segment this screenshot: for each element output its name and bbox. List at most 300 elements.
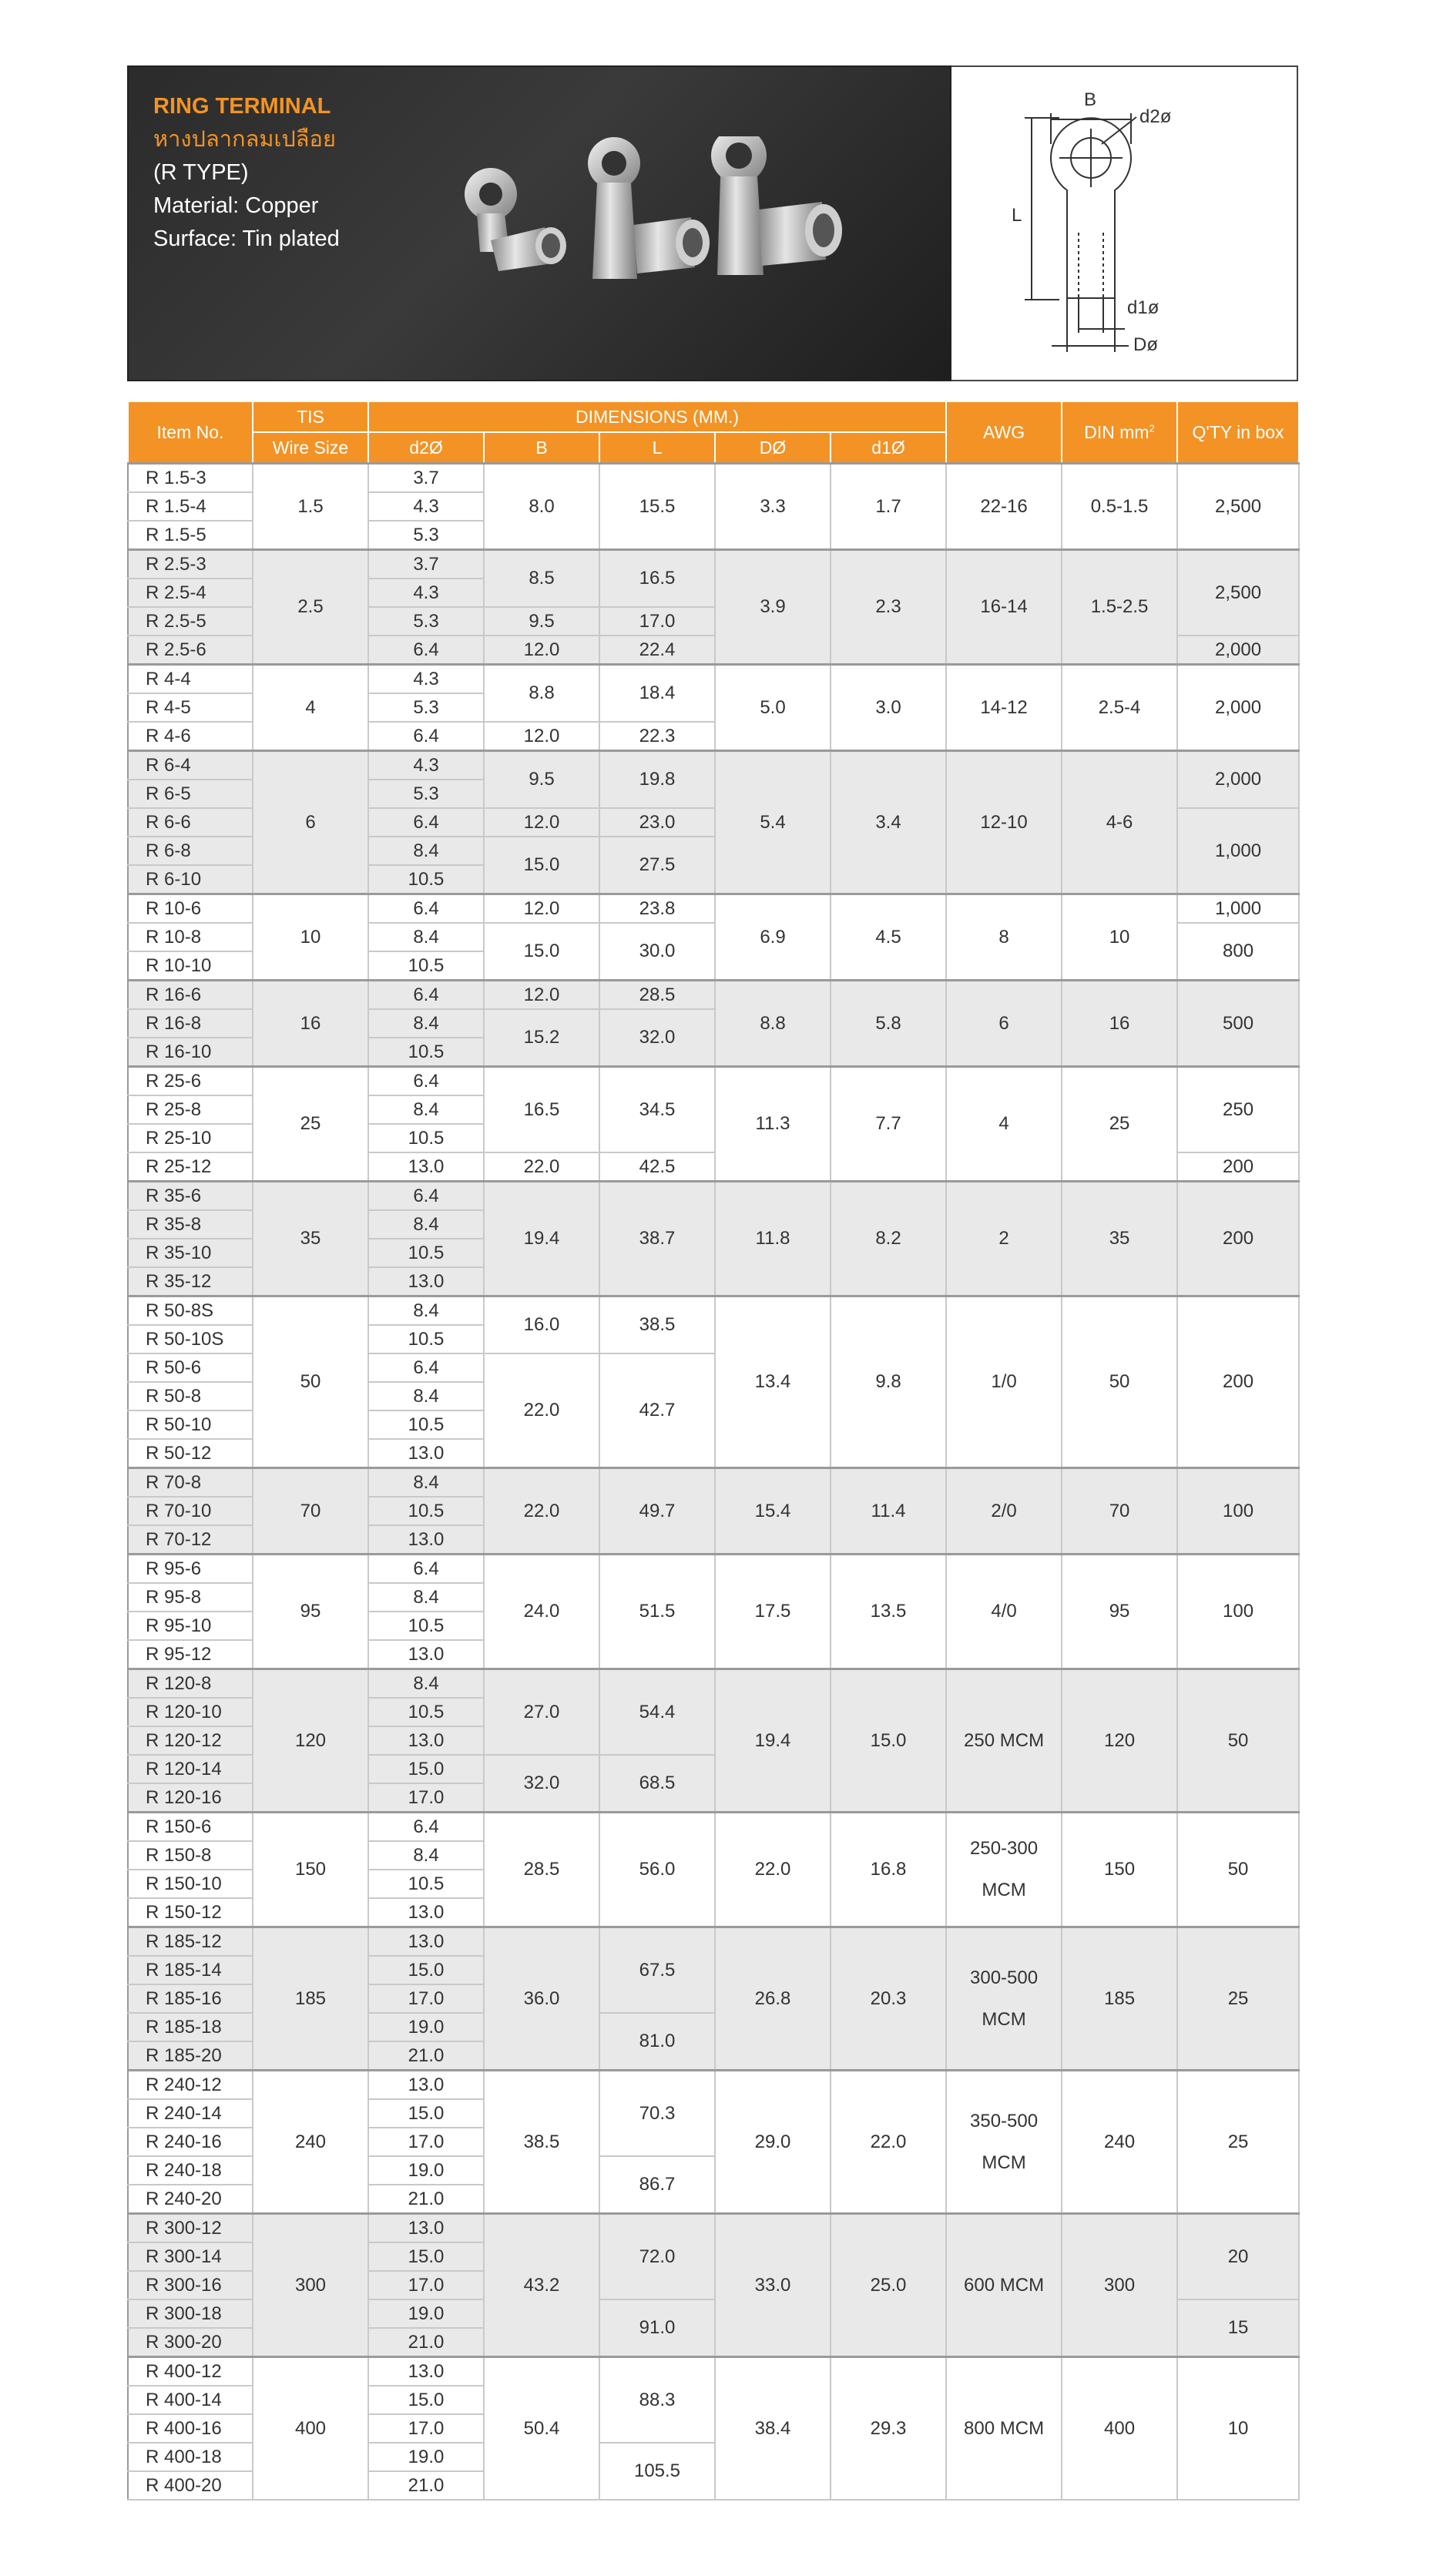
d2-cell: 13.0: [368, 1439, 484, 1468]
d1-cell: 4.5: [831, 894, 946, 981]
item-no-cell: R 400-14: [128, 2386, 253, 2414]
d2-cell: 13.0: [368, 1927, 484, 1957]
label-d2: d2ø: [1139, 106, 1172, 127]
item-no-cell: R 16-8: [128, 1009, 253, 1038]
d2-cell: 10.5: [368, 865, 484, 894]
din-cell: 400: [1062, 2357, 1177, 2501]
d2-cell: 8.4: [368, 1095, 484, 1124]
d2-cell: 17.0: [368, 2271, 484, 2299]
wire-size-cell: 35: [253, 1182, 368, 1296]
dd-cell: 3.3: [715, 464, 831, 550]
l-cell: 51.5: [599, 1555, 715, 1669]
b-cell: 8.5: [484, 550, 599, 608]
qty-cell: 2,000: [1177, 636, 1299, 665]
d2-cell: 10.5: [368, 1612, 484, 1640]
b-cell: 15.0: [484, 837, 599, 894]
b-cell: 15.2: [484, 1009, 599, 1067]
col-wire-size: Wire Size: [253, 432, 368, 464]
table-row: [128, 2214, 1299, 2243]
qty-cell: 2,500: [1177, 464, 1299, 550]
l-cell: 34.5: [599, 1067, 715, 1153]
d2-cell: 5.3: [368, 607, 484, 636]
l-cell: 19.8: [599, 751, 715, 809]
l-cell: 68.5: [599, 1755, 715, 1813]
wire-size-cell: 6: [253, 751, 368, 894]
qty-cell: 2,000: [1177, 751, 1299, 809]
l-cell: 49.7: [599, 1468, 715, 1555]
item-no-cell: R 300-18: [128, 2299, 253, 2328]
b-cell: 12.0: [484, 808, 599, 837]
dd-cell: 8.8: [715, 981, 831, 1067]
d2-cell: 5.3: [368, 780, 484, 808]
wire-size-cell: 10: [253, 894, 368, 981]
item-no-cell: R 150-6: [128, 1813, 253, 1842]
l-cell: 105.5: [599, 2443, 715, 2500]
dd-cell: 11.8: [715, 1182, 831, 1296]
d2-cell: 6.4: [368, 722, 484, 751]
col-l: L: [599, 432, 715, 464]
d1-cell: 2.3: [831, 550, 946, 665]
b-cell: 8.8: [484, 665, 599, 723]
qty-cell: 500: [1177, 981, 1299, 1067]
item-no-cell: R 6-4: [128, 751, 253, 780]
item-no-cell: R 2.5-6: [128, 636, 253, 665]
qty-cell: 20: [1177, 2214, 1299, 2300]
qty-cell: 2,000: [1177, 665, 1299, 751]
item-no-cell: R 240-16: [128, 2128, 253, 2156]
item-no-cell: R 70-10: [128, 1497, 253, 1525]
item-no-cell: R 25-6: [128, 1067, 253, 1096]
item-no-cell: R 185-18: [128, 2013, 253, 2041]
d2-cell: 8.4: [368, 1841, 484, 1870]
d2-cell: 6.4: [368, 1555, 484, 1584]
product-banner: [127, 65, 951, 381]
item-no-cell: R 95-10: [128, 1612, 253, 1640]
qty-cell: 200: [1177, 1182, 1299, 1296]
awg-cell: 2: [946, 1182, 1062, 1296]
col-din: [1062, 401, 1177, 464]
b-cell: 24.0: [484, 1555, 599, 1669]
d2-cell: 6.4: [368, 636, 484, 665]
din-cell: 120: [1062, 1669, 1177, 1813]
item-no-cell: R 300-14: [128, 2242, 253, 2271]
d2-cell: 10.5: [368, 1239, 484, 1267]
wire-size-cell: 4: [253, 665, 368, 751]
item-no-cell: R 120-14: [128, 1755, 253, 1783]
d2-cell: 13.0: [368, 2071, 484, 2100]
din-cell: 50: [1062, 1296, 1177, 1468]
b-cell: 16.0: [484, 1296, 599, 1354]
l-cell: 23.8: [599, 894, 715, 924]
d2-cell: 3.7: [368, 550, 484, 579]
qty-cell: 100: [1177, 1555, 1299, 1669]
b-cell: 43.2: [484, 2214, 599, 2357]
item-no-cell: R 1.5-3: [128, 464, 253, 493]
d2-cell: 10.5: [368, 1410, 484, 1439]
item-no-cell: R 185-14: [128, 1956, 253, 1984]
item-no-cell: R 6-10: [128, 865, 253, 894]
b-cell: 8.0: [484, 464, 599, 550]
b-cell: 9.5: [484, 607, 599, 636]
qty-cell: 25: [1177, 1927, 1299, 2071]
wire-size-cell: 25: [253, 1067, 368, 1182]
dd-cell: 33.0: [715, 2214, 831, 2357]
awg-cell: 600 MCM: [946, 2214, 1062, 2357]
d2-cell: 4.3: [368, 751, 484, 780]
d1-cell: 3.0: [831, 665, 946, 751]
item-no-cell: R 10-8: [128, 923, 253, 951]
qty-cell: 15: [1177, 2299, 1299, 2357]
dd-cell: 3.9: [715, 550, 831, 665]
din-cell: 25: [1062, 1067, 1177, 1182]
b-cell: 22.0: [484, 1152, 599, 1182]
label-l: L: [1012, 205, 1022, 226]
d1-cell: 20.3: [831, 1927, 946, 2071]
col-item-no: Item No.: [128, 401, 253, 464]
item-no-cell: R 300-12: [128, 2214, 253, 2243]
product-thai-name: หางปลากลมเปลือย: [153, 127, 336, 152]
d2-cell: 8.4: [368, 1210, 484, 1239]
qty-cell: 25: [1177, 2071, 1299, 2214]
din-cell: 150: [1062, 1813, 1177, 1927]
dd-cell: 26.8: [715, 1927, 831, 2071]
d1-cell: 25.0: [831, 2214, 946, 2357]
item-no-cell: R 1.5-4: [128, 492, 253, 521]
item-no-cell: R 25-8: [128, 1095, 253, 1124]
table-row: [128, 1669, 1299, 1699]
item-no-cell: R 300-20: [128, 2328, 253, 2357]
item-no-cell: R 70-12: [128, 1525, 253, 1555]
l-cell: 91.0: [599, 2299, 715, 2357]
b-cell: 19.4: [484, 1182, 599, 1296]
d2-cell: 21.0: [368, 2328, 484, 2357]
din-cell: 10: [1062, 894, 1177, 981]
d2-cell: 8.4: [368, 1382, 484, 1410]
din-cell: 1.5-2.5: [1062, 550, 1177, 665]
col-b: B: [484, 432, 599, 464]
d2-cell: 4.3: [368, 665, 484, 694]
d2-cell: 21.0: [368, 2471, 484, 2500]
l-cell: 42.5: [599, 1152, 715, 1182]
b-cell: 22.0: [484, 1468, 599, 1555]
dimension-drawing: [951, 65, 1298, 381]
din-cell: 95: [1062, 1555, 1177, 1669]
l-cell: 88.3: [599, 2357, 715, 2444]
d1-cell: 22.0: [831, 2071, 946, 2214]
dd-cell: 13.4: [715, 1296, 831, 1468]
d2-cell: 17.0: [368, 1984, 484, 2013]
qty-cell: 50: [1177, 1669, 1299, 1813]
d2-cell: 13.0: [368, 2214, 484, 2243]
b-cell: 12.0: [484, 722, 599, 751]
label-d: Dø: [1133, 334, 1158, 355]
dd-cell: 6.9: [715, 894, 831, 981]
d2-cell: 15.0: [368, 1755, 484, 1783]
item-no-cell: R 70-8: [128, 1468, 253, 1498]
d2-cell: 8.4: [368, 1296, 484, 1326]
item-no-cell: R 2.5-4: [128, 579, 253, 607]
awg-cell: 14-12: [946, 665, 1062, 751]
wire-size-cell: 150: [253, 1813, 368, 1927]
d2-cell: 8.4: [368, 1583, 484, 1612]
col-dd: DØ: [715, 432, 831, 464]
product-title: RING TERMINAL: [153, 94, 331, 119]
d1-cell: 16.8: [831, 1813, 946, 1927]
l-cell: 86.7: [599, 2156, 715, 2214]
item-no-cell: R 16-6: [128, 981, 253, 1010]
qty-cell: 1,000: [1177, 808, 1299, 894]
awg-cell: 4/0: [946, 1555, 1062, 1669]
item-no-cell: R 50-6: [128, 1353, 253, 1382]
d2-cell: 13.0: [368, 1525, 484, 1555]
wire-size-cell: 400: [253, 2357, 368, 2501]
item-no-cell: R 35-10: [128, 1239, 253, 1267]
d1-cell: 11.4: [831, 1468, 946, 1555]
awg-cell: 8: [946, 894, 1062, 981]
d2-cell: 17.0: [368, 1783, 484, 1813]
d2-cell: 10.5: [368, 1870, 484, 1898]
qty-cell: 1,000: [1177, 894, 1299, 924]
dd-cell: 38.4: [715, 2357, 831, 2501]
din-cell: 300: [1062, 2214, 1177, 2357]
product-surface: Surface: Tin plated: [153, 226, 340, 251]
item-no-cell: R 150-10: [128, 1870, 253, 1898]
din-cell: 0.5-1.5: [1062, 464, 1177, 550]
b-cell: 36.0: [484, 1927, 599, 2071]
item-no-cell: R 50-8S: [128, 1296, 253, 1326]
item-no-cell: R 120-12: [128, 1726, 253, 1755]
item-no-cell: R 2.5-3: [128, 550, 253, 579]
item-no-cell: R 185-12: [128, 1927, 253, 1957]
item-no-cell: R 35-6: [128, 1182, 253, 1211]
item-no-cell: R 120-16: [128, 1783, 253, 1813]
table-row: [128, 2357, 1299, 2386]
awg-cell: 800 MCM: [946, 2357, 1062, 2501]
item-no-cell: R 50-8: [128, 1382, 253, 1410]
item-no-cell: R 240-20: [128, 2185, 253, 2214]
item-no-cell: R 10-6: [128, 894, 253, 924]
l-cell: 70.3: [599, 2071, 715, 2157]
b-cell: 9.5: [484, 751, 599, 809]
dd-cell: 22.0: [715, 1813, 831, 1927]
table-row: [128, 1296, 1299, 1326]
d1-cell: 29.3: [831, 2357, 946, 2501]
item-no-cell: R 240-14: [128, 2099, 253, 2128]
col-awg: AWG: [946, 401, 1062, 464]
wire-size-cell: 1.5: [253, 464, 368, 550]
l-cell: 42.7: [599, 1353, 715, 1468]
item-no-cell: R 400-20: [128, 2471, 253, 2500]
item-no-cell: R 95-12: [128, 1640, 253, 1669]
l-cell: 16.5: [599, 550, 715, 608]
item-no-cell: R 185-16: [128, 1984, 253, 2013]
din-cell: 240: [1062, 2071, 1177, 2214]
wire-size-cell: 50: [253, 1296, 368, 1468]
item-no-cell: R 6-8: [128, 837, 253, 865]
l-cell: 27.5: [599, 837, 715, 894]
d2-cell: 6.4: [368, 981, 484, 1010]
d1-cell: 3.4: [831, 751, 946, 894]
awg-line: 250-300: [970, 1838, 1039, 1859]
din-cell: 70: [1062, 1468, 1177, 1555]
d2-cell: 13.0: [368, 1267, 484, 1296]
awg-cell: [946, 2071, 1062, 2214]
d2-cell: 8.4: [368, 1009, 484, 1038]
awg-cell: 2/0: [946, 1468, 1062, 1555]
item-no-cell: R 300-16: [128, 2271, 253, 2299]
d2-cell: 8.4: [368, 1468, 484, 1498]
din-cell: 4-6: [1062, 751, 1177, 894]
item-no-cell: R 35-12: [128, 1267, 253, 1296]
d2-cell: 21.0: [368, 2185, 484, 2214]
b-cell: 38.5: [484, 2071, 599, 2214]
d2-cell: 6.4: [368, 1067, 484, 1096]
item-no-cell: R 185-20: [128, 2041, 253, 2071]
d2-cell: 13.0: [368, 2357, 484, 2386]
item-no-cell: R 95-6: [128, 1555, 253, 1584]
l-cell: 23.0: [599, 808, 715, 837]
table-row: [128, 665, 1299, 694]
table-row: [128, 1813, 1299, 1842]
l-cell: 18.4: [599, 665, 715, 723]
col-din-label: DIN mm: [1084, 421, 1149, 442]
item-no-cell: R 2.5-5: [128, 607, 253, 636]
table-row: [128, 1927, 1299, 1957]
d2-cell: 5.3: [368, 521, 484, 550]
col-d2: d2Ø: [368, 432, 484, 464]
l-cell: 67.5: [599, 1927, 715, 2014]
table-row: [128, 550, 1299, 579]
item-no-cell: R 4-6: [128, 722, 253, 751]
awg-line: MCM: [982, 2008, 1026, 2030]
wire-size-cell: 2.5: [253, 550, 368, 665]
d2-cell: 6.4: [368, 1182, 484, 1211]
d2-cell: 10.5: [368, 1698, 484, 1726]
wire-size-cell: 300: [253, 2214, 368, 2357]
table-row: [128, 1468, 1299, 1498]
table-body: [128, 464, 1299, 2501]
l-cell: 30.0: [599, 923, 715, 981]
item-no-cell: R 50-10: [128, 1410, 253, 1439]
ring-terminal-diagram: [951, 67, 1295, 380]
d2-cell: 6.4: [368, 808, 484, 837]
d2-cell: 19.0: [368, 2156, 484, 2185]
item-no-cell: R 400-16: [128, 2414, 253, 2443]
table-row: [128, 2071, 1299, 2100]
dd-cell: 17.5: [715, 1555, 831, 1669]
product-material: Material: Copper: [153, 193, 319, 218]
d2-cell: 13.0: [368, 1898, 484, 1927]
d2-cell: 3.7: [368, 464, 484, 493]
din-cell: 2.5-4: [1062, 665, 1177, 751]
table-row: [128, 1067, 1299, 1096]
d2-cell: 5.3: [368, 693, 484, 722]
wire-size-cell: 95: [253, 1555, 368, 1669]
awg-cell: 12-10: [946, 751, 1062, 894]
awg-cell: 22-16: [946, 464, 1062, 550]
l-cell: 56.0: [599, 1813, 715, 1927]
d2-cell: 13.0: [368, 1152, 484, 1182]
b-cell: 12.0: [484, 636, 599, 665]
item-no-cell: R 120-10: [128, 1698, 253, 1726]
l-cell: 38.7: [599, 1182, 715, 1296]
item-no-cell: R 25-12: [128, 1152, 253, 1182]
awg-cell: 6: [946, 981, 1062, 1067]
table-row: [128, 981, 1299, 1010]
d1-cell: 15.0: [831, 1669, 946, 1813]
l-cell: 17.0: [599, 607, 715, 636]
d1-cell: 5.8: [831, 981, 946, 1067]
col-din-sup: 2: [1149, 421, 1155, 434]
d1-cell: 1.7: [831, 464, 946, 550]
d1-cell: 13.5: [831, 1555, 946, 1669]
item-no-cell: R 16-10: [128, 1038, 253, 1067]
item-no-cell: R 240-18: [128, 2156, 253, 2185]
l-cell: 22.4: [599, 636, 715, 665]
item-no-cell: R 50-12: [128, 1439, 253, 1468]
wire-size-cell: 16: [253, 981, 368, 1067]
awg-cell: [946, 1927, 1062, 2071]
d2-cell: 10.5: [368, 1325, 484, 1353]
b-cell: 15.0: [484, 923, 599, 981]
col-d1: d1Ø: [831, 432, 946, 464]
awg-cell: 16-14: [946, 550, 1062, 665]
dd-cell: 29.0: [715, 2071, 831, 2214]
awg-cell: [946, 1813, 1062, 1927]
awg-cell: 250 MCM: [946, 1669, 1062, 1813]
qty-cell: 250: [1177, 1067, 1299, 1153]
label-b: B: [1084, 89, 1097, 110]
d2-cell: 6.4: [368, 1813, 484, 1842]
col-qty: Q'TY in box: [1177, 401, 1299, 464]
item-no-cell: R 6-6: [128, 808, 253, 837]
item-no-cell: R 6-5: [128, 780, 253, 808]
table-row: [128, 751, 1299, 780]
qty-cell: 200: [1177, 1296, 1299, 1468]
b-cell: 27.0: [484, 1669, 599, 1756]
qty-cell: 100: [1177, 1468, 1299, 1555]
item-no-cell: R 4-4: [128, 665, 253, 694]
d2-cell: 10.5: [368, 951, 484, 981]
din-cell: 16: [1062, 981, 1177, 1067]
qty-cell: 200: [1177, 1152, 1299, 1182]
col-tis: TIS: [253, 401, 368, 432]
dd-cell: 5.0: [715, 665, 831, 751]
d2-cell: 19.0: [368, 2299, 484, 2328]
d2-cell: 21.0: [368, 2041, 484, 2071]
d2-cell: 15.0: [368, 1956, 484, 1984]
table-row: [128, 1555, 1299, 1584]
table-row: [128, 1182, 1299, 1211]
din-cell: 35: [1062, 1182, 1177, 1296]
awg-cell: 1/0: [946, 1296, 1062, 1468]
b-cell: 50.4: [484, 2357, 599, 2501]
awg-cell: 4: [946, 1067, 1062, 1182]
item-no-cell: R 50-10S: [128, 1325, 253, 1353]
dd-cell: 5.4: [715, 751, 831, 894]
d2-cell: 15.0: [368, 2386, 484, 2414]
item-no-cell: R 1.5-5: [128, 521, 253, 550]
qty-cell: 50: [1177, 1813, 1299, 1927]
d2-cell: 6.4: [368, 1353, 484, 1382]
qty-cell: 10: [1177, 2357, 1299, 2501]
awg-line: MCM: [982, 1880, 1026, 1900]
awg-line: MCM: [982, 2152, 1026, 2173]
item-no-cell: R 35-8: [128, 1210, 253, 1239]
d2-cell: 19.0: [368, 2013, 484, 2041]
item-no-cell: R 150-12: [128, 1898, 253, 1927]
qty-cell: 2,500: [1177, 550, 1299, 636]
